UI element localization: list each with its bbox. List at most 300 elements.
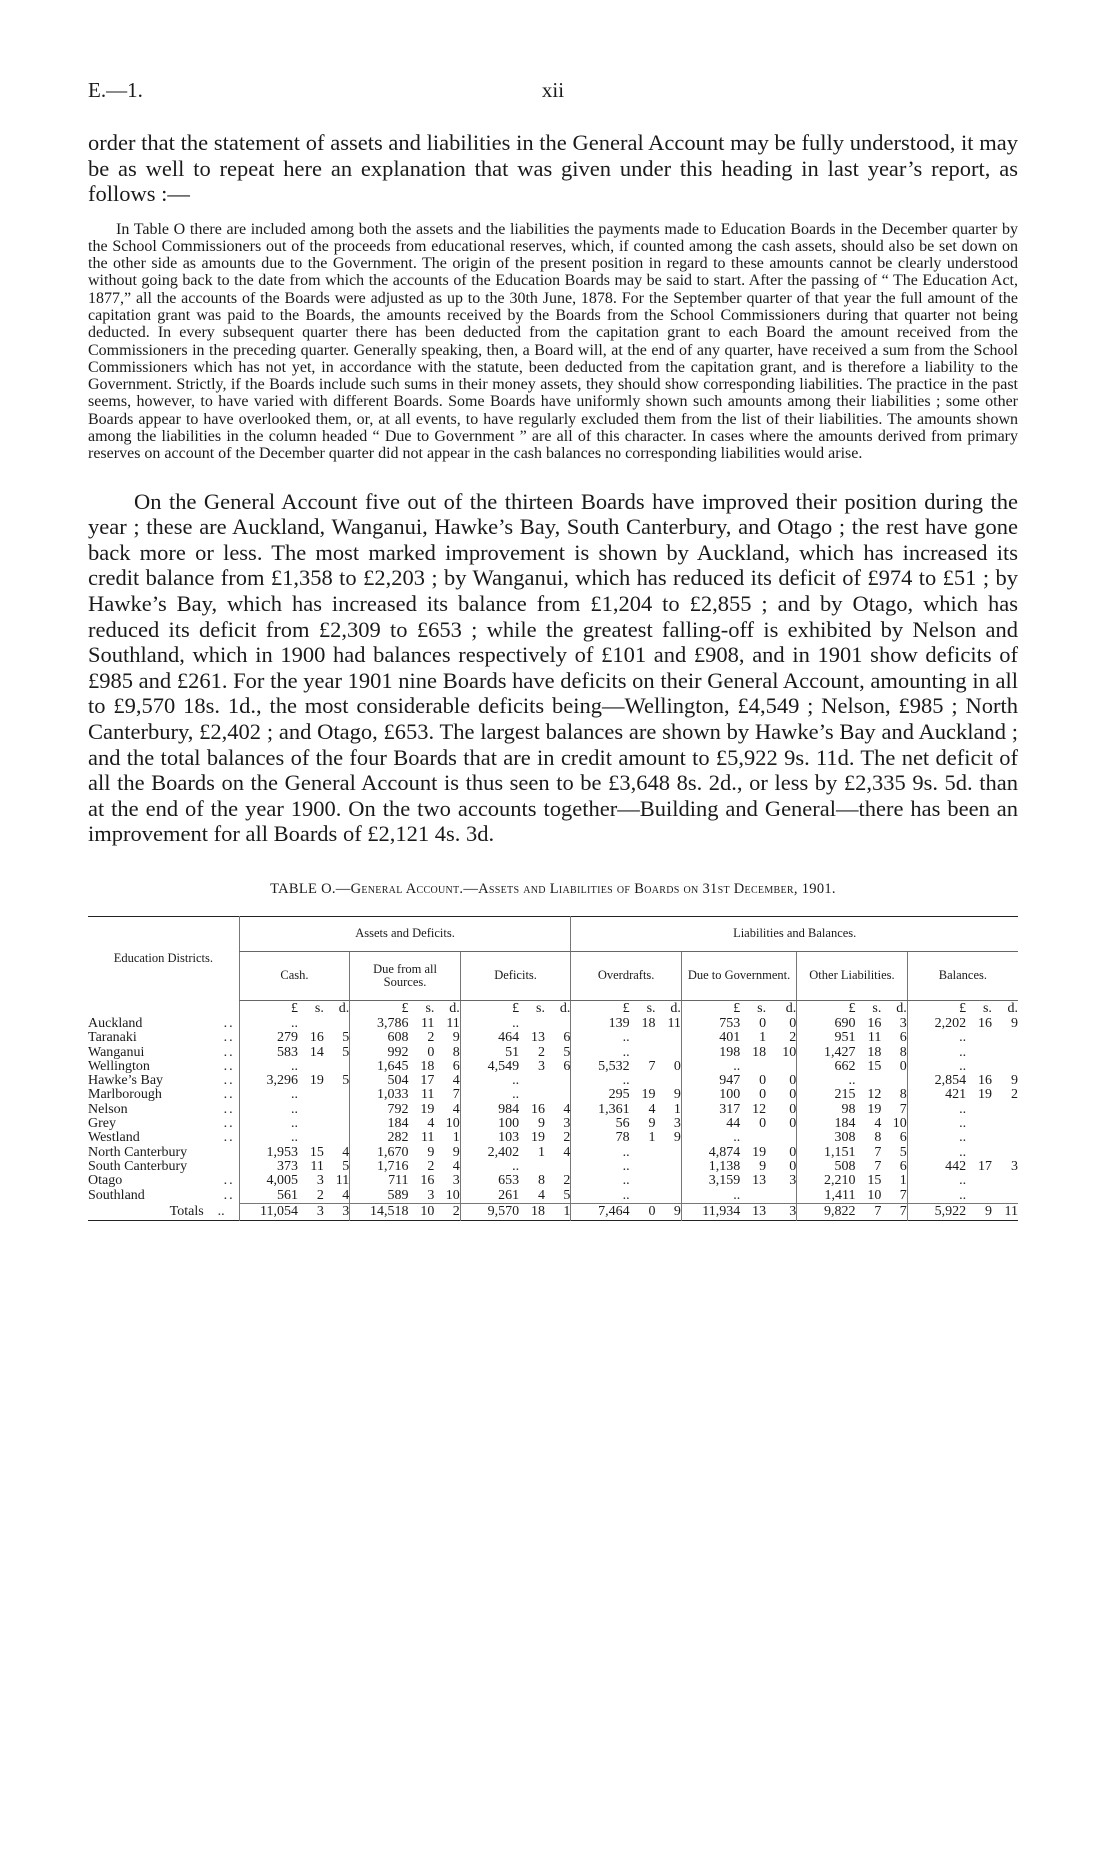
amount-pounds: .. [681, 1060, 740, 1074]
unit-pounds: £ [797, 1000, 856, 1017]
district-label: North Canterbury [88, 1144, 188, 1160]
amount-pence: 1 [452, 1130, 460, 1146]
amount-shillings: 19 [867, 1101, 882, 1117]
amount-pounds: .. [681, 1189, 740, 1204]
district-name [88, 1060, 239, 1074]
district-name [88, 1046, 239, 1060]
amount-shillings: 1 [648, 1130, 656, 1146]
amount-pounds: 653 [460, 1174, 519, 1188]
amount-pence: 10 [782, 1044, 797, 1060]
district-label: Wanganui [88, 1044, 145, 1060]
amount-shillings: 16 [530, 1101, 545, 1117]
amount-shillings: 9 [537, 1116, 545, 1132]
amount-pounds: 56 [571, 1117, 630, 1131]
amount-pounds: 4,874 [681, 1146, 740, 1160]
amount-pence: 11 [446, 1015, 460, 1031]
amount-pounds: 100 [460, 1117, 519, 1131]
district-label: Wellington [88, 1058, 150, 1074]
page-number: xii [541, 78, 565, 102]
amount-pounds: .. [239, 1060, 298, 1074]
amount-pounds: 198 [681, 1046, 740, 1060]
district-label: Otago [88, 1173, 123, 1189]
total-pence: 2 [434, 1203, 460, 1220]
amount-pence: 0 [789, 1073, 797, 1089]
totals-label [88, 1203, 239, 1220]
amount-pence: 4 [452, 1073, 460, 1089]
table-row [88, 1017, 1018, 1031]
table-row [88, 1046, 1018, 1060]
amount-pence: 8 [899, 1087, 907, 1103]
amount-pounds: .. [907, 1131, 966, 1145]
amount-pounds: .. [907, 1031, 966, 1045]
amount-pounds: 608 [350, 1031, 409, 1045]
amount-pence: 0 [789, 1087, 797, 1103]
amount-pounds: 100 [681, 1088, 740, 1102]
unit-pence: d. [559, 1000, 571, 1016]
amount-shillings: 0 [427, 1044, 435, 1060]
amount-pence: 3 [452, 1173, 460, 1189]
amount-pence: 9 [673, 1130, 681, 1146]
amount-pounds: 261 [460, 1189, 519, 1204]
unit-pence: d. [670, 1000, 681, 1016]
unit-pence: d. [449, 1000, 460, 1016]
amount-pounds: 3,296 [239, 1074, 298, 1088]
amount-shillings: 2 [427, 1158, 435, 1174]
amount-pence: 6 [899, 1130, 907, 1146]
amount-pence: 3 [673, 1116, 681, 1132]
amount-shillings: 19 [530, 1130, 545, 1146]
amount-pence [656, 1189, 682, 1204]
amount-shillings [519, 1017, 545, 1031]
amount-pounds: 279 [239, 1031, 298, 1045]
amount-pounds: 1,670 [350, 1146, 409, 1160]
amount-shillings: 12 [752, 1101, 767, 1117]
amount-pounds: 184 [350, 1117, 409, 1131]
amount-pence [324, 1117, 350, 1131]
units-row [88, 1000, 1018, 1017]
amount-pounds: .. [681, 1131, 740, 1145]
amount-pence: 8 [452, 1044, 460, 1060]
district-name [88, 1074, 239, 1088]
amount-pence: 7 [452, 1087, 460, 1103]
amount-pounds: .. [460, 1160, 519, 1174]
amount-shillings: 8 [537, 1173, 545, 1189]
page [88, 78, 1018, 1221]
amount-pounds: 98 [797, 1103, 856, 1117]
amount-shillings: 3 [316, 1173, 324, 1189]
amount-shillings: 11 [420, 1087, 435, 1103]
amount-pounds: 1,151 [797, 1146, 856, 1160]
table-row [88, 1160, 1018, 1174]
unit-pence: d. [785, 1000, 797, 1016]
amount-pounds: 662 [797, 1060, 856, 1074]
district-name [88, 1189, 239, 1204]
amount-shillings: 7 [648, 1058, 656, 1074]
amount-pence [656, 1046, 682, 1060]
amount-shillings: 18 [752, 1044, 767, 1060]
lead-paragraph: order that the statement of assets and liabilities in the General Account may be fully understood, it may be as well to repeat here an explanation that was given under this heading in last year’s report, as follows :— [88, 130, 1018, 206]
amount-pence: 0 [789, 1116, 797, 1132]
amount-pence [324, 1017, 350, 1031]
amount-pounds: 1,361 [571, 1103, 630, 1117]
amount-pounds: .. [907, 1117, 966, 1131]
total-shillings: 3 [298, 1203, 324, 1220]
total-pence: 11 [992, 1203, 1018, 1220]
amount-pounds: 215 [797, 1088, 856, 1102]
amount-shillings [966, 1174, 992, 1188]
amount-pounds: 103 [460, 1131, 519, 1145]
total-pence: 9 [656, 1203, 682, 1220]
amount-pounds: 2,210 [797, 1174, 856, 1188]
amount-pounds: 373 [239, 1160, 298, 1174]
total-pounds: 11,934 [681, 1203, 740, 1220]
unit-shillings: s. [982, 1000, 992, 1016]
total-shillings: 0 [630, 1203, 656, 1220]
amount-shillings: 4 [537, 1187, 545, 1203]
totals-text: Totals [169, 1203, 204, 1219]
amount-pence: 0 [789, 1158, 797, 1174]
amount-pence [656, 1146, 682, 1160]
amount-shillings: 14 [309, 1044, 324, 1060]
amount-pence: 1 [673, 1101, 681, 1117]
amount-pounds: 583 [239, 1046, 298, 1060]
amount-pence: 7 [899, 1101, 907, 1117]
total-pence: 3 [324, 1203, 350, 1220]
amount-shillings: 1 [759, 1030, 767, 1046]
amount-pence: 5 [899, 1144, 907, 1160]
amount-pence: 11 [667, 1015, 681, 1031]
unit-shillings: s. [757, 1000, 767, 1016]
amount-pence [545, 1088, 571, 1102]
amount-shillings: 2 [316, 1187, 324, 1203]
balances-column-header: Balances. [907, 951, 1018, 1000]
amount-pounds: .. [239, 1017, 298, 1031]
amount-shillings [519, 1074, 545, 1088]
assets-liabilities-table [88, 916, 1018, 1221]
amount-shillings: 7 [874, 1144, 882, 1160]
amount-pence [766, 1060, 797, 1074]
district-label: Marlborough [88, 1087, 162, 1103]
unit-shillings: s. [536, 1000, 545, 1016]
amount-pence: 10 [892, 1116, 907, 1132]
total-pounds: 7,464 [571, 1203, 630, 1220]
amount-shillings [966, 1060, 992, 1074]
amount-shillings [630, 1146, 656, 1160]
leader-dots: .. [223, 1187, 235, 1203]
total-shillings: 10 [409, 1203, 435, 1220]
table-row [88, 1131, 1018, 1145]
unit-shillings: s. [425, 1000, 435, 1016]
amount-pence [324, 1131, 350, 1145]
amount-pence: 5 [563, 1187, 571, 1203]
amount-shillings: 2 [537, 1044, 545, 1060]
amount-pence [992, 1060, 1018, 1074]
amount-pounds: 992 [350, 1046, 409, 1060]
amount-pounds: 2,402 [460, 1146, 519, 1160]
amount-pence: 6 [563, 1058, 571, 1074]
amount-pounds: 508 [797, 1160, 856, 1174]
unit-pounds: £ [239, 1000, 298, 1017]
amount-pounds: .. [907, 1060, 966, 1074]
amount-pounds: 4,005 [239, 1174, 298, 1188]
amount-shillings [298, 1060, 324, 1074]
amount-pence: 4 [563, 1144, 571, 1160]
total-pounds: 9,822 [797, 1203, 856, 1220]
due-government-column-header: Due to Government. [681, 951, 796, 1000]
unit-pence: d. [338, 1000, 350, 1016]
district-label: Hawke’s Bay [88, 1073, 164, 1089]
amount-pence [324, 1088, 350, 1102]
amount-pounds: .. [239, 1131, 298, 1145]
amount-pence: 1 [899, 1173, 907, 1189]
amount-shillings: 11 [867, 1030, 882, 1046]
table-row [88, 1031, 1018, 1045]
amount-pounds: 753 [681, 1017, 740, 1031]
amount-pounds: 1,411 [797, 1189, 856, 1204]
amount-shillings [966, 1031, 992, 1045]
amount-pence: 5 [342, 1044, 350, 1060]
amount-pounds: 2,854 [907, 1074, 966, 1088]
amount-shillings: 17 [977, 1158, 992, 1174]
amount-pounds: 421 [907, 1088, 966, 1102]
unit-shillings: s. [314, 1000, 324, 1016]
amount-pounds: 504 [350, 1074, 409, 1088]
table-row [88, 1146, 1018, 1160]
district-label: Grey [88, 1116, 116, 1132]
amount-pounds: .. [571, 1031, 630, 1045]
amount-pence: 0 [899, 1058, 907, 1074]
amount-pounds: 78 [571, 1131, 630, 1145]
leader-dots: .. [217, 1203, 225, 1219]
amount-pounds: 282 [350, 1131, 409, 1145]
amount-pence [656, 1160, 682, 1174]
assets-group-header: Assets and Deficits. [239, 916, 571, 951]
amount-pounds: 44 [681, 1117, 740, 1131]
district-name [88, 1117, 239, 1131]
district-label: Auckland [88, 1015, 143, 1031]
amount-pence: 9 [452, 1144, 460, 1160]
table-body [88, 1000, 1018, 1220]
amount-shillings: 17 [420, 1073, 435, 1089]
total-pounds: 5,922 [907, 1203, 966, 1220]
amount-pounds: .. [571, 1046, 630, 1060]
table-row [88, 1189, 1018, 1204]
leader-dots: .. [223, 1101, 235, 1117]
amount-pence: 0 [789, 1144, 797, 1160]
amount-shillings [298, 1088, 324, 1102]
leader-dots: .. [223, 1058, 235, 1074]
amount-shillings: 16 [309, 1030, 324, 1046]
other-liabilities-column-header: Other Liabilities. [797, 951, 908, 1000]
amount-shillings: 0 [759, 1073, 767, 1089]
leader-dots: .. [223, 1116, 235, 1132]
amount-shillings: 16 [867, 1015, 882, 1031]
leader-dots: .. [223, 1044, 235, 1060]
amount-shillings [298, 1131, 324, 1145]
amount-pounds: .. [460, 1088, 519, 1102]
total-pence: 7 [881, 1203, 907, 1220]
amount-pence: 5 [342, 1030, 350, 1046]
district-name [88, 1031, 239, 1045]
amount-shillings: 19 [752, 1144, 767, 1160]
amount-pence [656, 1031, 682, 1045]
amount-pounds: 984 [460, 1103, 519, 1117]
amount-pence: 3 [563, 1116, 571, 1132]
amount-shillings: 1 [537, 1144, 545, 1160]
amount-pounds: .. [571, 1146, 630, 1160]
amount-shillings: 3 [427, 1187, 435, 1203]
amount-pounds: 401 [681, 1031, 740, 1045]
amount-shillings [966, 1189, 992, 1204]
amount-pence [766, 1131, 797, 1145]
amount-shillings [630, 1031, 656, 1045]
amount-shillings: 18 [641, 1015, 656, 1031]
amount-pounds: 317 [681, 1103, 740, 1117]
amount-shillings: 16 [977, 1015, 992, 1031]
amount-pence: 2 [563, 1173, 571, 1189]
amount-pounds: .. [571, 1074, 630, 1088]
amount-shillings [966, 1131, 992, 1145]
amount-pence: 9 [1011, 1073, 1018, 1089]
district-name [88, 1088, 239, 1102]
amount-pence: 10 [445, 1116, 460, 1132]
amount-shillings: 19 [309, 1073, 324, 1089]
amount-pounds: 5,532 [571, 1060, 630, 1074]
amount-pence: 4 [452, 1158, 460, 1174]
amount-shillings: 19 [977, 1087, 992, 1103]
district-name [88, 1160, 239, 1174]
table-row [88, 1088, 1018, 1102]
amount-shillings [630, 1160, 656, 1174]
amount-shillings: 0 [759, 1087, 767, 1103]
table-row [88, 1103, 1018, 1117]
amount-shillings: 16 [420, 1173, 435, 1189]
amount-pounds: .. [907, 1103, 966, 1117]
amount-pence: 9 [1011, 1015, 1018, 1031]
district-name [88, 1017, 239, 1031]
amount-pounds: 951 [797, 1031, 856, 1045]
amount-shillings: 8 [874, 1130, 882, 1146]
amount-pence: 5 [342, 1158, 350, 1174]
amount-pence [324, 1060, 350, 1074]
amount-pounds: 792 [350, 1103, 409, 1117]
table-title: TABLE O.—General Account.—Assets and Liabilities of Boards on 31st December, 1901. [270, 880, 836, 897]
amount-pounds: .. [907, 1046, 966, 1060]
liabilities-group-header: Liabilities and Balances. [571, 916, 1018, 951]
total-pounds: 9,570 [460, 1203, 519, 1220]
totals-row [88, 1203, 1018, 1220]
amount-pence: 3 [1011, 1158, 1018, 1174]
amount-pounds: .. [239, 1117, 298, 1131]
amount-shillings [630, 1074, 656, 1088]
amount-pence: 6 [452, 1058, 460, 1074]
amount-pence: 3 [899, 1015, 907, 1031]
leader-dots: .. [223, 1087, 235, 1103]
district-name [88, 1103, 239, 1117]
amount-pounds: 464 [460, 1031, 519, 1045]
district-label: Nelson [88, 1101, 128, 1117]
table-row [88, 1060, 1018, 1074]
amount-pence: 11 [335, 1173, 350, 1189]
general-account-paragraph: On the General Account five out of the thirteen Boards have improved their position during the year ; these are Auckland, Wanganui, Hawke’s Bay, South Canterbury, and Otago ; the rest have gone back more or less. The most marked improvement is shown by Auckland, which has increased its credit balance from £1,358 to £2,203 ; by Wanganui, which has reduced its deficit of £974 to £51 ; by Hawke’s Bay, which has increased its balance from £1,204 to £2,855 ; and by Otago, which has reduced its deficit from £2,309 to £653 ; while the greatest falling-off is exhibited by Nelson and Southland, which in 1900 had balances respectively of £101 and £908, and in 1901 show deficits of £985 and £261. For the year 1901 nine Boards have deficits on their General Account, amounting in all to £9,570 18s. 1d., the most considerable deficits being—Wellington, £4,549 ; Nelson, £985 ; North Canterbury, £2,402 ; and Otago, £653. The largest balances are shown by Hawke’s Bay and Auckland ; and the total balances of the four Boards that are in credit amount to £5,922 9s. 11d. The net deficit of all the Boards on the General Account is thus seen to be £3,648 8s. 2d., or less by £2,335 9s. 5d. than at the end of the year 1900. On the two accounts together—Building and General—there has been an improvement for all Boards of £2,121 4s. 3d. [88, 488, 1018, 847]
amount-shillings [298, 1017, 324, 1031]
unit-pounds: £ [681, 1000, 740, 1017]
amount-pence: 6 [563, 1030, 571, 1046]
amount-shillings [856, 1074, 882, 1088]
amount-shillings [966, 1046, 992, 1060]
amount-pounds: 947 [681, 1074, 740, 1088]
amount-pence [656, 1074, 682, 1088]
amount-pence: 2 [789, 1030, 797, 1046]
total-shillings: 18 [519, 1203, 545, 1220]
amount-pence: 9 [452, 1030, 460, 1046]
total-pence: 1 [545, 1203, 571, 1220]
district-label: Taranaki [88, 1030, 137, 1046]
amount-pounds: 690 [797, 1017, 856, 1031]
amount-pence [766, 1189, 797, 1204]
amount-shillings: 9 [427, 1144, 435, 1160]
amount-shillings [740, 1060, 766, 1074]
amount-pence: 5 [563, 1044, 571, 1060]
amount-pence: 10 [445, 1187, 460, 1203]
amount-shillings [630, 1189, 656, 1204]
amount-shillings: 7 [874, 1158, 882, 1174]
amount-pounds: .. [907, 1146, 966, 1160]
amount-pence: 5 [342, 1073, 350, 1089]
amount-shillings: 9 [648, 1116, 656, 1132]
deficits-column-header: Deficits. [460, 951, 571, 1000]
unit-pence: d. [1007, 1000, 1018, 1016]
leader-dots: .. [223, 1030, 235, 1046]
overdrafts-column-header: Overdrafts. [571, 951, 682, 1000]
amount-pence: 4 [563, 1101, 571, 1117]
amount-shillings [966, 1117, 992, 1131]
amount-shillings: 12 [867, 1087, 882, 1103]
amount-pounds: 3,786 [350, 1017, 409, 1031]
amount-shillings [298, 1117, 324, 1131]
amount-pounds: 2,202 [907, 1017, 966, 1031]
amount-pounds: 184 [797, 1117, 856, 1131]
total-shillings: 7 [856, 1203, 882, 1220]
amount-pence: 0 [673, 1058, 681, 1074]
amount-pence [656, 1174, 682, 1188]
leader-dots: .. [223, 1015, 235, 1031]
cash-column-header: Cash. [239, 951, 350, 1000]
amount-shillings [298, 1103, 324, 1117]
amount-shillings [740, 1131, 766, 1145]
amount-pence [992, 1131, 1018, 1145]
amount-pounds: 1,953 [239, 1146, 298, 1160]
amount-shillings: 4 [648, 1101, 656, 1117]
amount-pence [545, 1017, 571, 1031]
total-pence: 3 [766, 1203, 797, 1220]
amount-pounds: 561 [239, 1189, 298, 1204]
amount-shillings [630, 1174, 656, 1188]
amount-pence: 4 [342, 1187, 350, 1203]
amount-pounds: .. [571, 1189, 630, 1204]
amount-shillings: 4 [874, 1116, 882, 1132]
unit-shillings: s. [872, 1000, 882, 1016]
leader-dots: .. [223, 1173, 235, 1189]
total-pounds: 14,518 [350, 1203, 409, 1220]
district-label: Southland [88, 1187, 145, 1203]
amount-pounds: 1,645 [350, 1060, 409, 1074]
amount-pence [992, 1146, 1018, 1160]
amount-pounds: .. [460, 1074, 519, 1088]
amount-shillings [519, 1088, 545, 1102]
unit-pounds: £ [460, 1000, 519, 1017]
amount-shillings: 11 [420, 1130, 435, 1146]
